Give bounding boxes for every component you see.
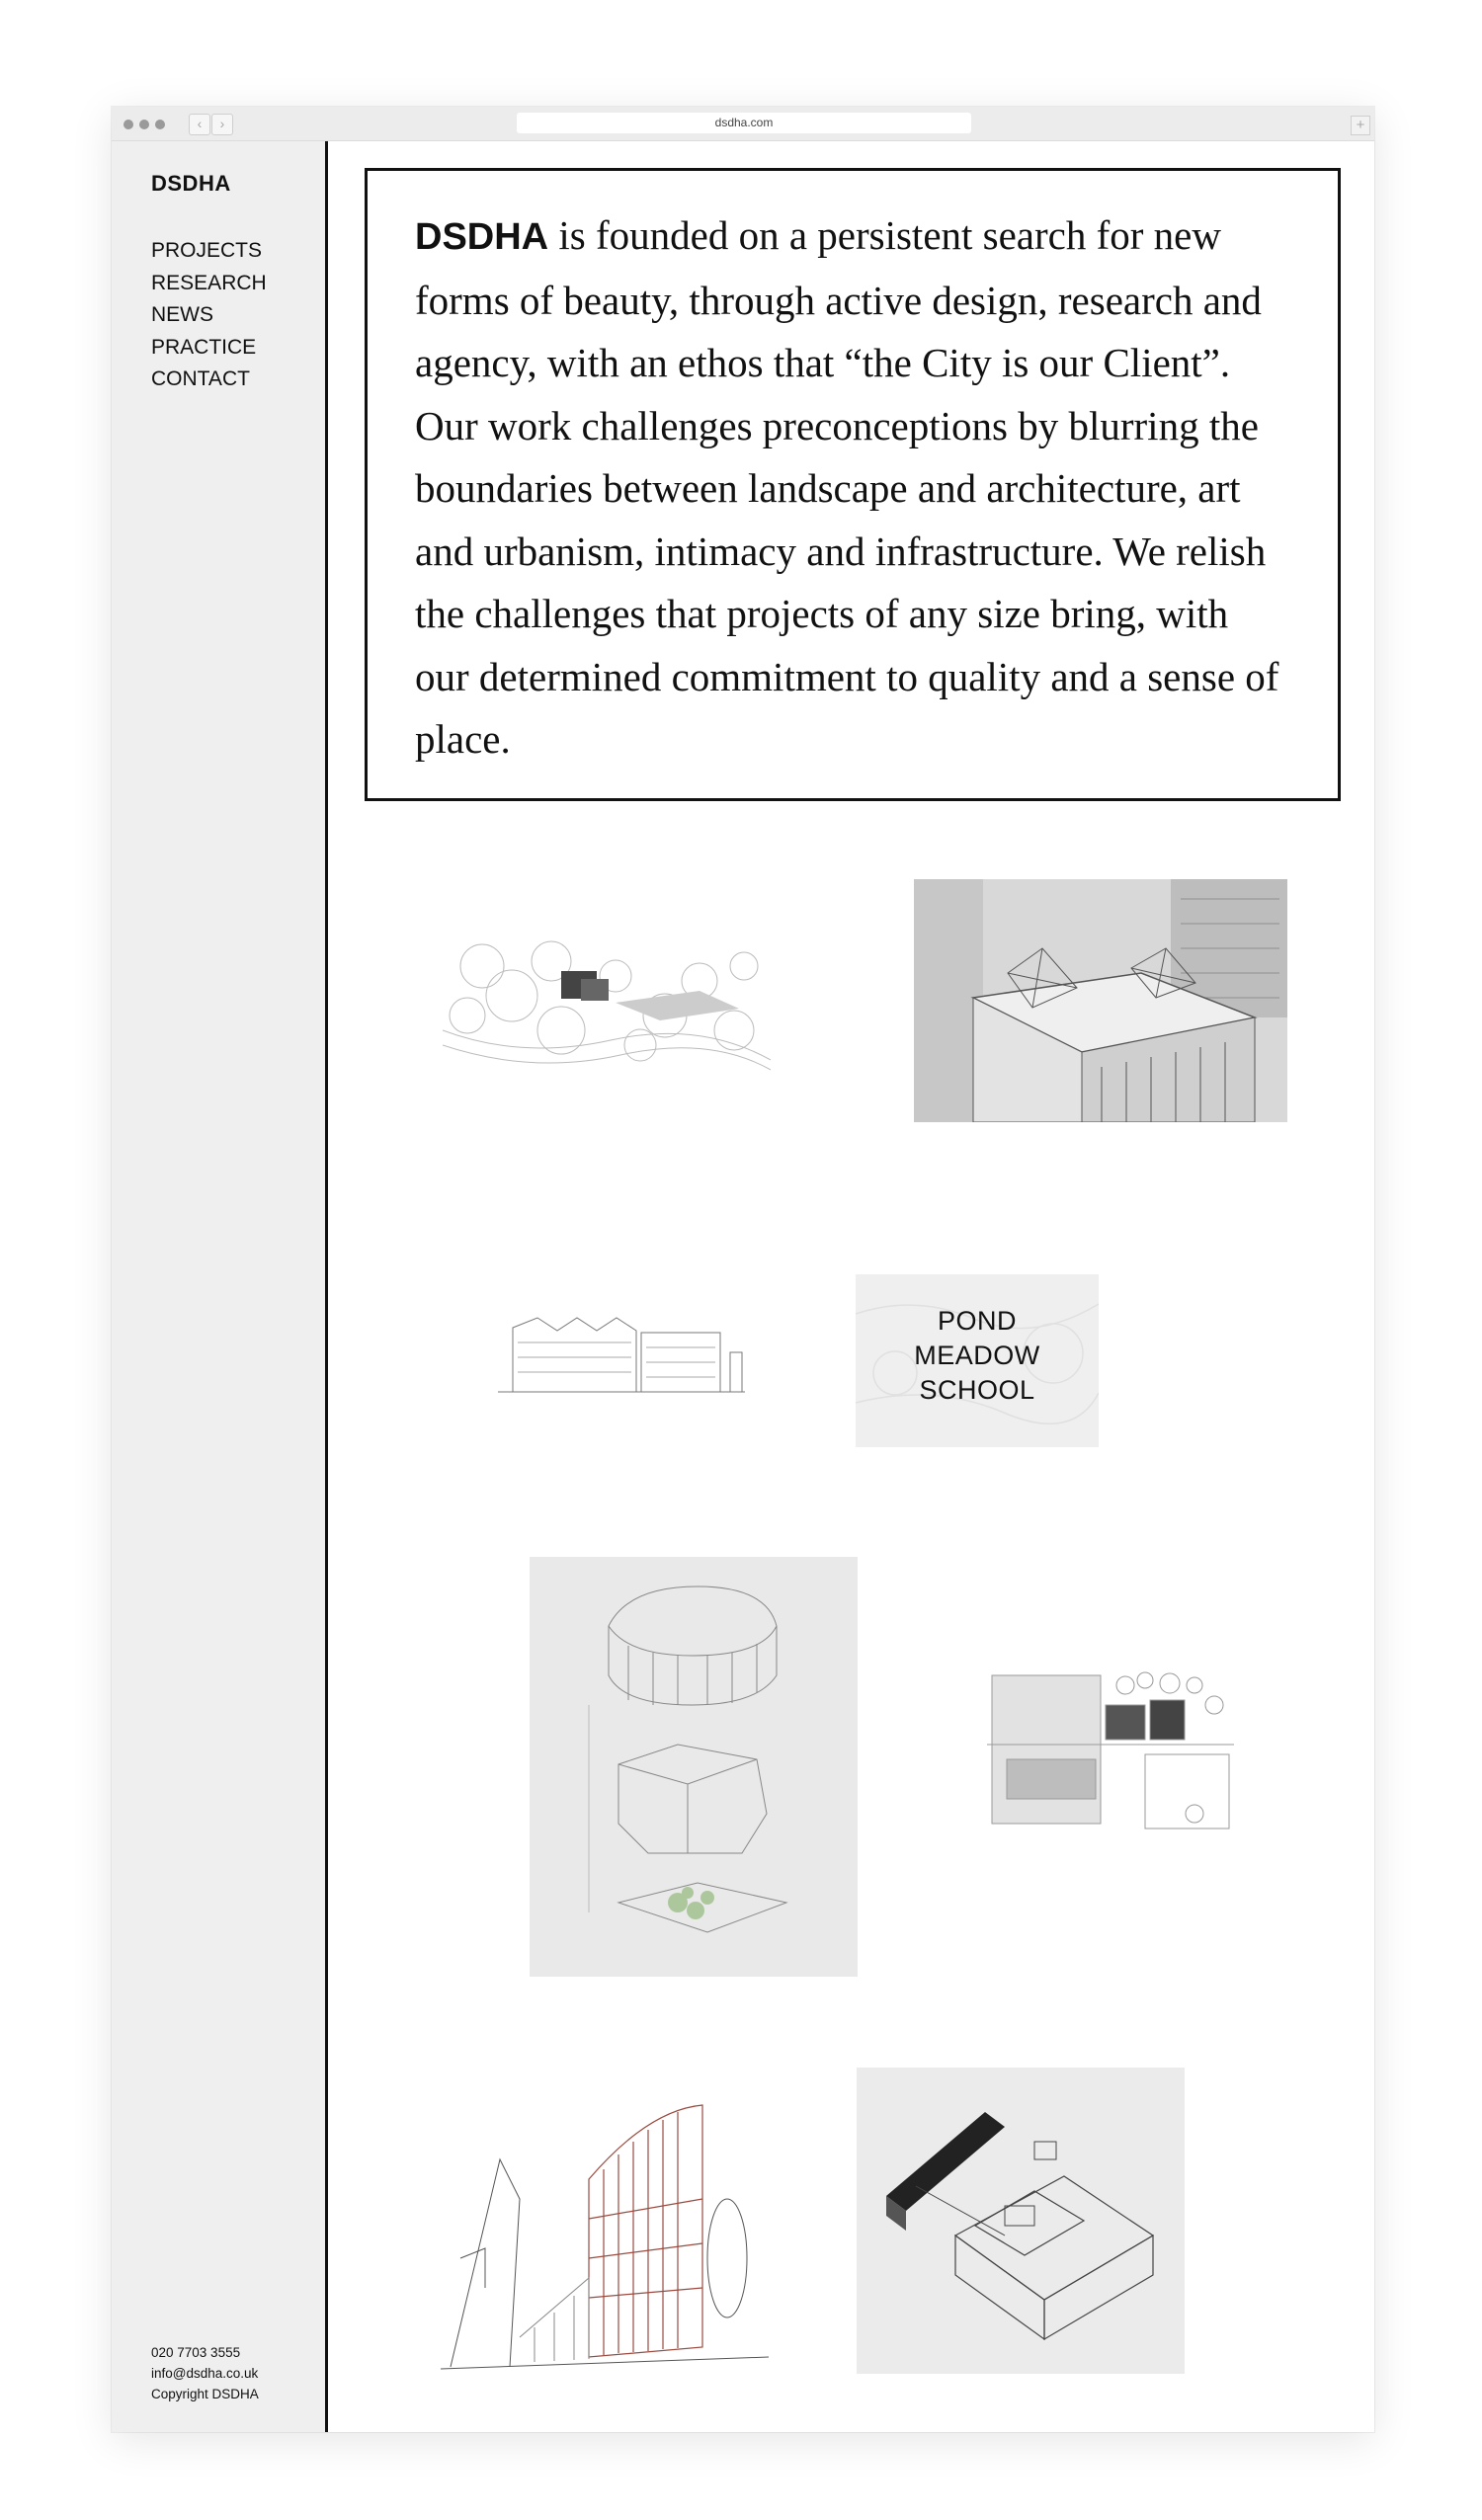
phone-number[interactable]: 020 7703 3555 xyxy=(151,2345,241,2360)
isometric-house-drawing xyxy=(857,2068,1185,2374)
project-thumb-street-sketch[interactable] xyxy=(441,2100,769,2379)
pond-label-line-2: MEADOW xyxy=(914,1341,1040,1370)
address-bar[interactable]: dsdha.com xyxy=(517,113,971,133)
project-thumb-site-plan[interactable] xyxy=(987,1666,1234,1833)
pond-label-line-1: POND xyxy=(937,1306,1017,1336)
project-thumb-isometric-house[interactable] xyxy=(857,2068,1185,2374)
back-arrow-icon[interactable]: ‹ xyxy=(189,114,210,135)
window-close-dot[interactable] xyxy=(124,120,133,129)
nav-contact[interactable]: CONTACT xyxy=(151,367,250,390)
main-menu xyxy=(151,235,267,396)
nav-practice[interactable]: PRACTICE xyxy=(151,335,257,359)
rooftop-axonometric-drawing xyxy=(914,879,1287,1122)
email-link[interactable]: info@dsdha.co.uk xyxy=(151,2366,259,2381)
landscape-plan-drawing xyxy=(443,922,771,1085)
project-thumb-elevation[interactable] xyxy=(498,1313,745,1399)
exploded-axonometric-drawing xyxy=(530,1557,858,1977)
project-thumb-exploded-axo[interactable] xyxy=(530,1557,858,1977)
nav-news[interactable]: NEWS xyxy=(151,303,213,326)
pond-meadow-school-label xyxy=(856,1304,1099,1408)
pond-label-line-3: SCHOOL xyxy=(919,1375,1035,1405)
forward-arrow-icon[interactable]: › xyxy=(211,114,233,135)
intro-statement xyxy=(365,168,1341,801)
browser-toolbar xyxy=(112,107,1374,141)
street-elevation-drawing xyxy=(498,1313,745,1399)
browser-window xyxy=(112,107,1374,2432)
nav-research[interactable]: RESEARCH xyxy=(151,271,267,294)
sidebar xyxy=(112,141,328,2432)
nav-projects[interactable]: PROJECTS xyxy=(151,239,263,262)
copyright: Copyright DSDHA xyxy=(151,2387,259,2401)
site-logo[interactable]: DSDHA xyxy=(151,171,231,196)
street-perspective-sketch xyxy=(441,2100,769,2379)
window-minimize-dot[interactable] xyxy=(139,120,149,129)
site-plan-drawing xyxy=(987,1666,1234,1833)
intro-brand: DSDHA xyxy=(415,216,549,258)
project-thumb-pond-meadow[interactable] xyxy=(856,1274,1099,1447)
intro-text: is founded on a persistent search for new forms of beauty, through active design, research and agency, with an ethos that “the City is our Client”. Our work challenges preconceptions by blurring the boundaries between landscape and architecture, art and urbanism, intimacy and infrastructure. We relish the challenges that projects of any size bring, with our determined commitment to quality and a sense of place. xyxy=(415,212,1279,762)
new-tab-plus-icon[interactable]: + xyxy=(1351,116,1370,135)
window-zoom-dot[interactable] xyxy=(155,120,165,129)
contact-footer xyxy=(151,2342,259,2404)
project-thumb-rooftop[interactable] xyxy=(914,879,1287,1122)
project-thumb-landscape-plan[interactable] xyxy=(443,922,771,1085)
